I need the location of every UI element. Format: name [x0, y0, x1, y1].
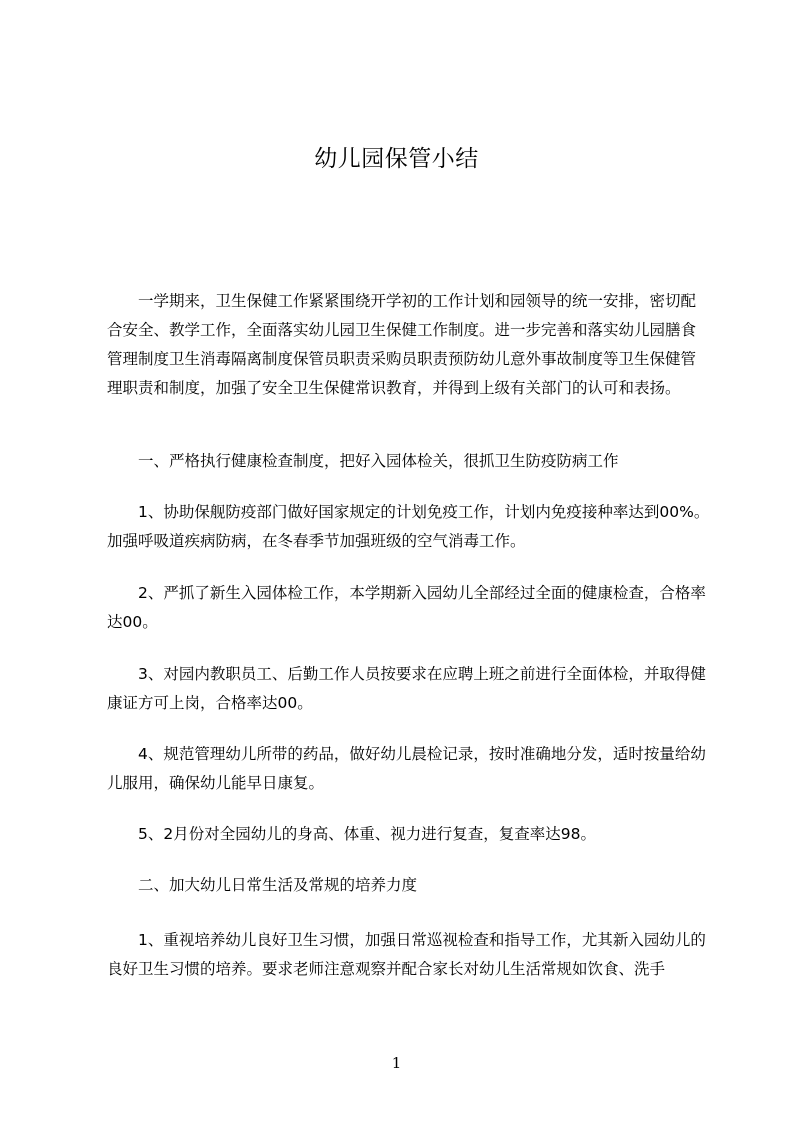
paragraph-item-1-2: 2、严抓了新生入园体检工作，本学期新入园幼儿全部经过全面的健康检查，合格率达00。 — [107, 584, 706, 631]
section-heading-2: 二、加大幼儿日常生活及常规的培养力度 — [107, 876, 418, 894]
paragraph-item-1-3: 3、对园内教职员工、后勤工作人员按要求在应聘上班之前进行全面体检，并取得健康证方可上岗，合格率达00。 — [107, 665, 706, 712]
paragraph-item-1-1: 1、协助保舰防疫部门做好国家规定的计划免疫工作，计划内免疫接种率达到00%。加强呼吸道疾病防病，在冬春季节加强班级的空气消毒工作。 — [107, 503, 710, 550]
paragraph-item-2-1: 1、重视培养幼儿良好卫生习惯，加强日常巡视检查和指导工作，尤其新入园幼儿的良好卫生习惯的培养。要求老师注意观察并配合家长对幼儿生活常规如饮食、洗手 — [107, 931, 706, 978]
paragraph-intro: 一学期来，卫生保健工作紧紧围绕开学初的工作计划和园领导的统一安排，密切配合安全、教学工作，全面落实幼儿园卫生保健工作制度。进一步完善和落实幼儿园膳食管理制度卫生消毒隔离制度保管员职责采购员职责预防幼儿意外事故制度等卫生保健管理职责和制度，加强了安全卫生保健常识教育，并得到上级有关部门的认可和表扬。 — [107, 292, 697, 397]
page-number: 1 — [391, 1054, 402, 1072]
paragraph-item-1-4: 4、规范管理幼儿所带的药品，做好幼儿晨检记录，按时准确地分发，适时按量给幼儿服用，确保幼儿能早日康复。 — [107, 745, 706, 792]
document-title: 幼儿园保管小结 — [314, 146, 479, 172]
section-heading-1: 一、严格执行健康检查制度，把好入园体检关，很抓卫生防疫防病工作 — [107, 452, 619, 470]
paragraph-item-1-5: 5、2月份对全园幼儿的身高、体重、视力进行复查，复查率达98。 — [107, 825, 596, 843]
